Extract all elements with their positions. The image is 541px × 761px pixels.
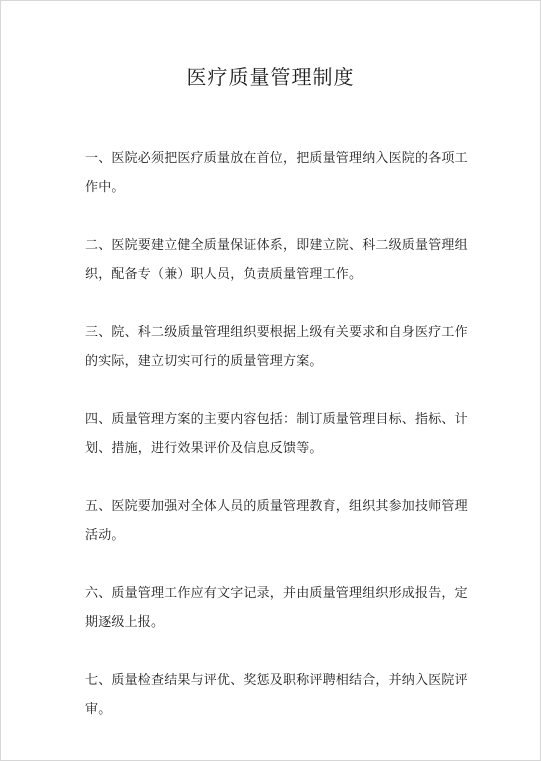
clause-6: 六、质量管理工作应有文字记录，并由质量管理组织形成报告，定期逐级上报。: [85, 586, 468, 630]
clause-7: 七、质量检查结果与评优、奖惩及职称评聘相结合，并纳入医院评审。: [85, 673, 468, 717]
clause-1: 一、医院必须把医疗质量放在首位，把质量管理纳入医院的各项工作中。: [85, 151, 468, 195]
clause-list: [85, 144, 477, 753]
document-title: 医疗质量管理制度: [186, 65, 355, 89]
clause-2: 二、医院要建立健全质量保证体系，即建立院、科二级质量管理组织，配备专（兼）职人员，负责质量管理工作。: [85, 238, 468, 282]
clause-5: 五、医院要加强对全体人员的质量管理教育，组织其参加技师管理活动。: [85, 499, 468, 543]
clause-4: 四、质量管理方案的主要内容包括：制订质量管理目标、指标、计划、措施，进行效果评价及信息反馈等。: [85, 412, 468, 456]
clause-3: 三、院、科二级质量管理组织要根据上级有关要求和自身医疗工作的实际，建立切实可行的质量管理方案。: [85, 325, 468, 369]
